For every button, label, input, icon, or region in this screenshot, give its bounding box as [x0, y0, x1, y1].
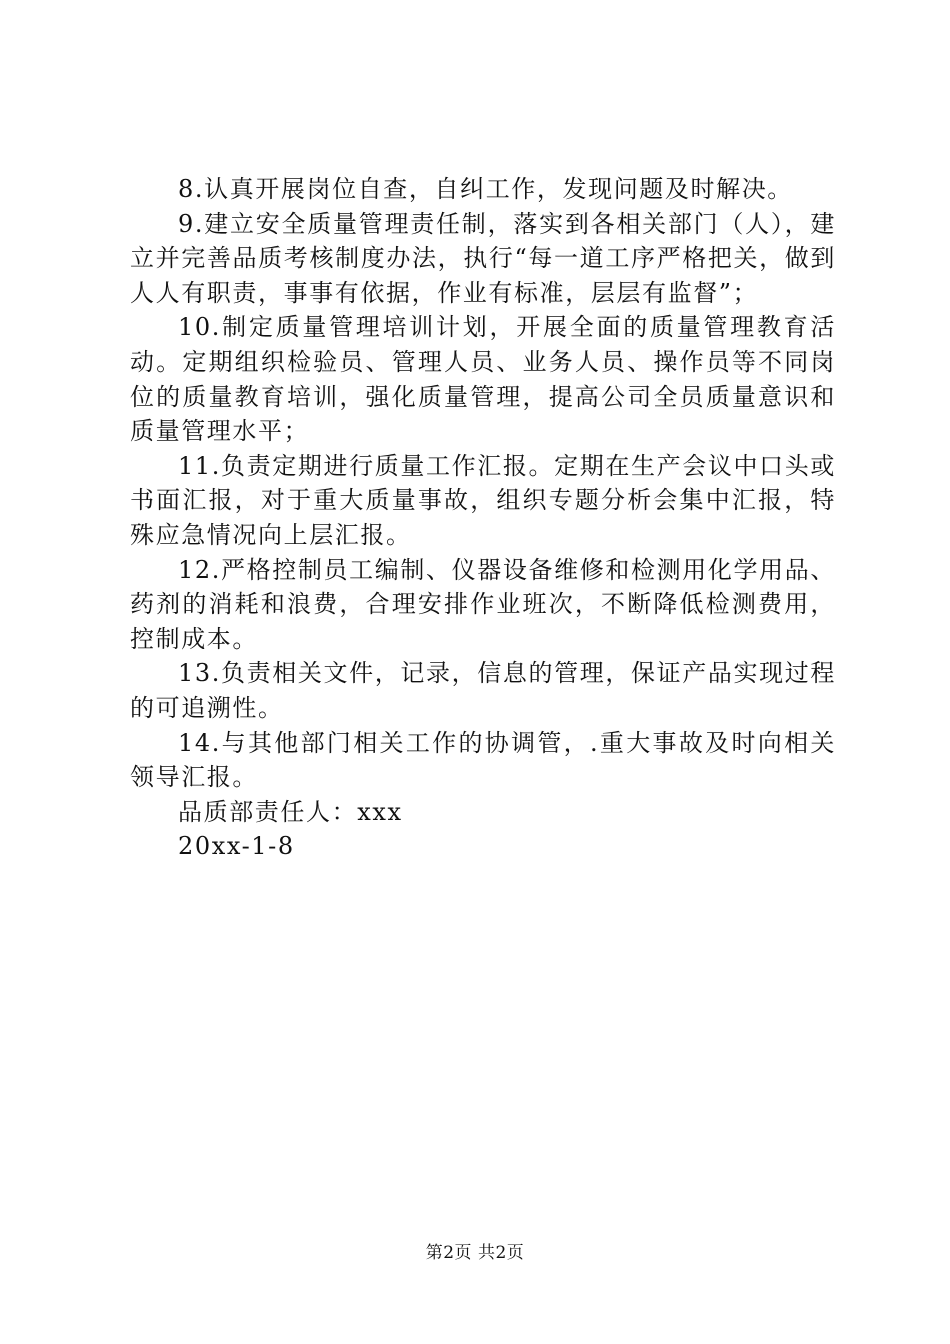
paragraph-item-10: 10.制定质量管理培训计划，开展全面的质量管理教育活动。定期组织检验员、管理人员、业务人员、操作员等不同岗位的质量教育培训，强化质量管理，提高公司全员质量意识和质量管理水平； — [130, 313, 836, 446]
paragraph-item-14: 14.与其他部门相关工作的协调管，.重大事故及时向相关领导汇报。 — [130, 728, 836, 792]
paragraph-item-12: 12.严格控制员工编制、仪器设备维修和检测用化学用品、药剂的消耗和浪费，合理安排作业班次，不断降低检测费用，控制成本。 — [130, 555, 836, 653]
paragraph-item-11: 11.负责定期进行质量工作汇报。定期在生产会议中口头或书面汇报，对于重大质量事故，组织专题分析会集中汇报，特殊应急情况向上层汇报。 — [130, 451, 836, 549]
responsible-person-signature: 品质部责任人：xxx — [178, 797, 403, 826]
document-body — [130, 172, 836, 864]
paragraph-item-13: 13.负责相关文件，记录，信息的管理，保证产品实现过程的可追溯性。 — [130, 659, 836, 722]
paragraph-item-9: 9.建立安全质量管理责任制，落实到各相关部门（人），建立并完善品质考核制度办法，执行“每一道工序严格把关，做到人人有职责，事事有依据，作业有标准，层层有监督”； — [130, 209, 836, 307]
paragraph-item-8: 8.认真开展岗位自查，自纠工作，发现问题及时解决。 — [178, 175, 793, 203]
page-number-footer: 第2页 共2页 — [425, 1243, 525, 1263]
document-date: 20xx-1-8 — [178, 832, 295, 861]
